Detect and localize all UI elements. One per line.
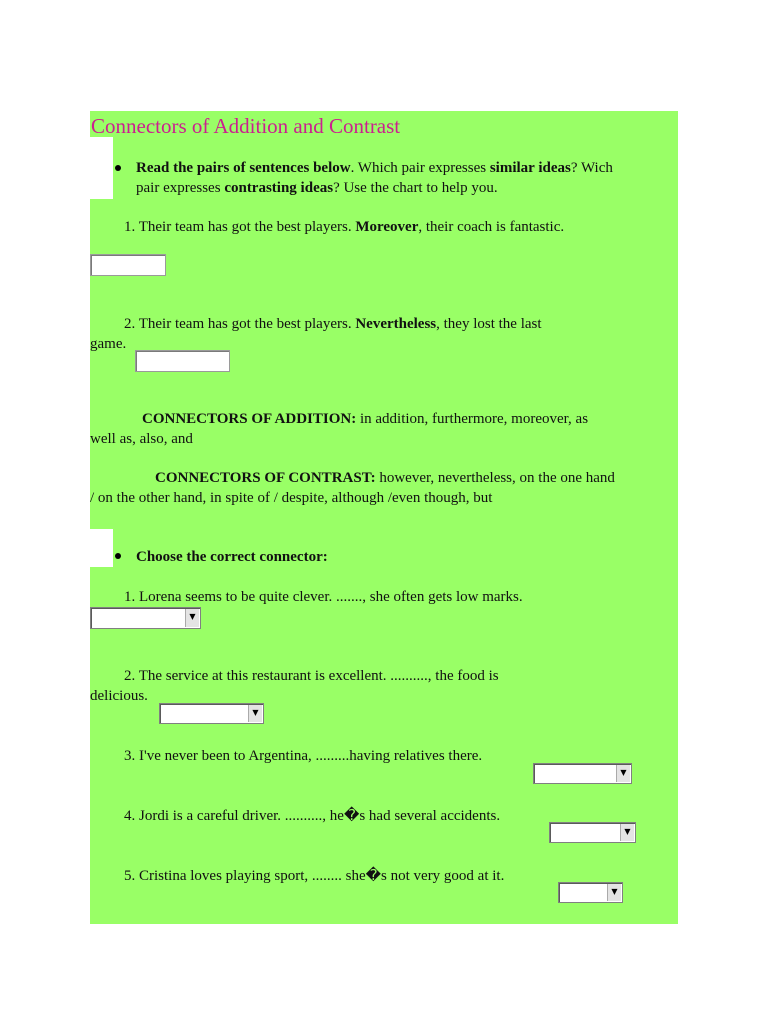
instruction-1-text-d: ? Use the chart to help you. bbox=[333, 180, 498, 196]
question-1-connector-select[interactable] bbox=[90, 607, 201, 629]
instruction-1-text-a: . Which pair expresses bbox=[350, 160, 490, 176]
bullet-notch-1 bbox=[90, 137, 113, 199]
instruction-1-text-c: pair expresses bbox=[136, 180, 225, 196]
pair-1-post: , their coach is fantastic. bbox=[418, 219, 565, 235]
contrast-list-cont: / on the other hand, in spite of / despite, although /even though, but bbox=[90, 490, 493, 506]
question-4-connector-select[interactable] bbox=[549, 822, 636, 843]
pair-2-sentence-end: game. bbox=[90, 336, 127, 352]
instruction-1-bold-a: Read the pairs of sentences below bbox=[136, 160, 351, 176]
contrast-connectors bbox=[155, 468, 615, 488]
question-1: 1. Lorena seems to be quite clever. ......., she often gets low marks. bbox=[124, 589, 523, 605]
question-5-connector-select[interactable] bbox=[558, 882, 623, 903]
pair-2-sentence bbox=[124, 314, 542, 334]
question-2-end: delicious. bbox=[90, 688, 148, 704]
bullet-icon bbox=[115, 553, 121, 559]
chevron-down-icon[interactable]: ▼ bbox=[620, 824, 634, 841]
chevron-down-icon[interactable]: ▼ bbox=[616, 765, 630, 782]
addition-list: in addition, furthermore, moreover, as bbox=[356, 411, 589, 427]
instruction-1-bold-c: contrasting ideas bbox=[224, 180, 334, 196]
question-3-connector-select[interactable] bbox=[533, 763, 632, 784]
addition-label: CONNECTORS OF ADDITION: bbox=[142, 411, 357, 427]
pair-2-connector: Nevertheless bbox=[355, 316, 437, 332]
pair-2-pre: 2. Their team has got the best players. bbox=[124, 316, 356, 332]
page-title: Connectors of Addition and Contrast bbox=[91, 114, 401, 138]
pair-1-answer-input[interactable] bbox=[90, 254, 166, 276]
chevron-down-icon[interactable]: ▼ bbox=[248, 705, 262, 722]
bullet-icon bbox=[115, 165, 121, 171]
pair-2-post: , they lost the last bbox=[436, 316, 542, 332]
question-2: 2. The service at this restaurant is excellent. .........., the food is bbox=[124, 668, 499, 684]
pair-1-sentence bbox=[124, 217, 564, 237]
chevron-down-icon[interactable]: ▼ bbox=[607, 884, 621, 901]
addition-connectors bbox=[142, 409, 588, 429]
question-4: 4. Jordi is a careful driver. .........., he�s had several accidents. bbox=[124, 808, 501, 824]
instruction-1-bold-b: similar ideas bbox=[489, 160, 571, 176]
contrast-list: however, nevertheless, on the one hand bbox=[375, 470, 615, 486]
addition-list-cont: well as, also, and bbox=[90, 431, 193, 447]
bullet-notch-2 bbox=[90, 529, 113, 567]
question-2-connector-select[interactable] bbox=[159, 703, 264, 724]
pair-2-answer-input[interactable] bbox=[135, 350, 230, 372]
question-5: 5. Cristina loves playing sport, ........ she�s not very good at it. bbox=[124, 868, 505, 884]
instruction-1 bbox=[136, 158, 681, 198]
question-3: 3. I've never been to Argentina, .........having relatives there. bbox=[124, 748, 483, 764]
instruction-1-text-b: ? Wich bbox=[570, 160, 613, 176]
pair-1-connector: Moreover bbox=[355, 219, 419, 235]
pair-1-pre: 1. Their team has got the best players. bbox=[124, 219, 356, 235]
contrast-label: CONNECTORS OF CONTRAST: bbox=[155, 470, 376, 486]
chevron-down-icon[interactable]: ▼ bbox=[185, 609, 199, 627]
instruction-2: Choose the correct connector: bbox=[136, 549, 328, 565]
